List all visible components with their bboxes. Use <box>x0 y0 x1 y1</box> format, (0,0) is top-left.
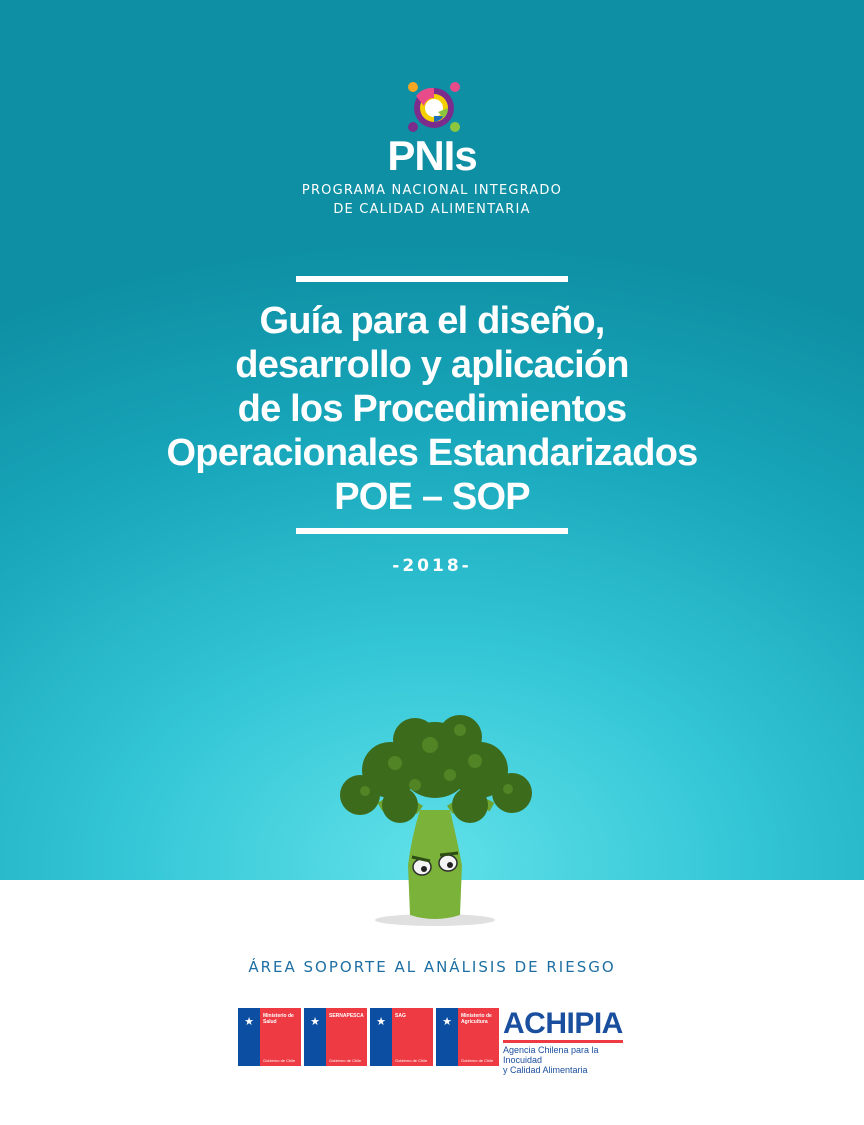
sernapesca-logo <box>304 1008 367 1066</box>
gov-label: Gobierno de Chile <box>263 1058 296 1063</box>
achipia-sub-1: Agencia Chilena para la Inocuidad <box>503 1045 599 1065</box>
ministry-label: SERNAPESCA <box>329 1013 364 1019</box>
star-icon: ★ <box>376 1015 386 1028</box>
title-line-1: Guía para el diseño, <box>259 300 605 342</box>
program-name <box>0 181 864 219</box>
achipia-sub-2: y Calidad Alimentaria <box>503 1065 588 1075</box>
program-line-1: PROGRAMA NACIONAL INTEGRADO <box>301 183 563 198</box>
achipia-name: ACHIPIA <box>503 1007 623 1040</box>
brand-name: PNIs <box>387 132 477 179</box>
title-line-2: desarrollo y aplicación <box>235 344 629 386</box>
title-line-4: Operacionales Estandarizados <box>166 432 698 474</box>
gov-label: Gobierno de Chile <box>395 1058 428 1063</box>
ministry-agriculture-logo <box>436 1008 499 1066</box>
program-line-2: DE CALIDAD ALIMENTARIA <box>333 202 531 217</box>
pnis-logo-icon <box>404 78 464 136</box>
title-bottom-rule <box>296 528 568 534</box>
broccoli-illustration-icon <box>320 715 550 930</box>
achipia-logo <box>503 1007 628 1075</box>
title-line-5: POE – SOP <box>334 476 530 518</box>
ministry-label: SAG <box>395 1013 406 1019</box>
sag-logo <box>370 1008 433 1066</box>
title-line-3: de los Procedimientos <box>237 388 627 430</box>
ministry-label: Ministerio de Salud <box>263 1013 294 1025</box>
ministry-label: Ministerio de Agricultura <box>461 1013 492 1025</box>
star-icon: ★ <box>244 1015 254 1028</box>
ministry-health-logo <box>238 1008 301 1066</box>
publication-year: -2018- <box>392 556 472 576</box>
area-label: ÁREA SOPORTE AL ANÁLISIS DE RIESGO <box>248 958 616 976</box>
gov-label: Gobierno de Chile <box>461 1058 494 1063</box>
document-title <box>0 299 864 519</box>
star-icon: ★ <box>310 1015 320 1028</box>
footer-logos <box>238 1007 628 1075</box>
title-top-rule <box>296 276 568 282</box>
gov-label: Gobierno de Chile <box>329 1058 362 1063</box>
star-icon: ★ <box>442 1015 452 1028</box>
